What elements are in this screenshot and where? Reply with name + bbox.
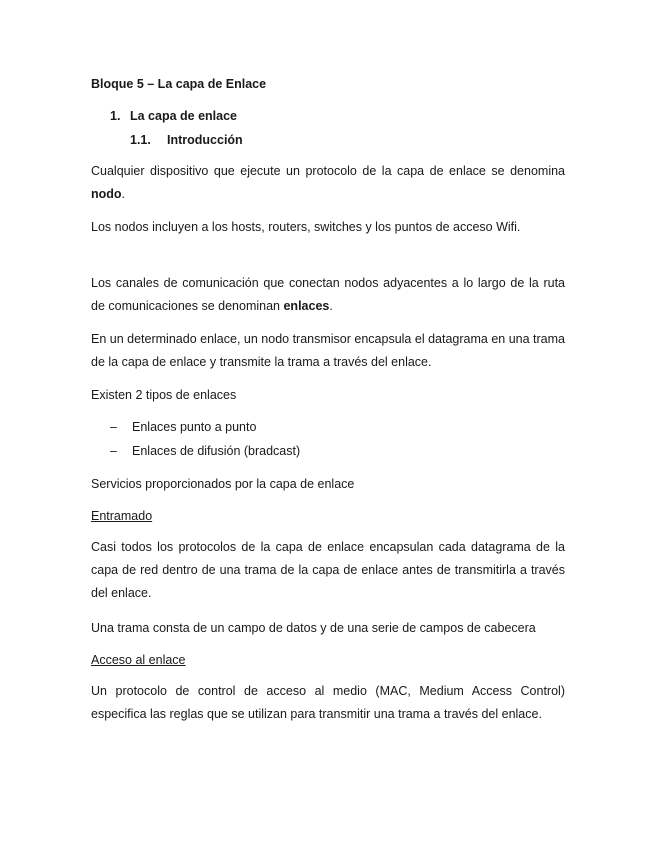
heading-1-text: La capa de enlace — [130, 109, 238, 123]
list-item-text: Enlaces de difusión (bradcast) — [132, 444, 301, 458]
paragraph-nodo-end: . — [121, 187, 126, 201]
paragraph-transmisor: En un determinado enlace, un nodo transmisor encapsula el datagrama en una trama de la capa de enlace y transmite la trama a través del enlace. — [91, 332, 565, 369]
paragraph-entramado: Casi todos los protocolos de la capa de enlace encapsulan cada datagrama de la capa de red dentro de una trama de la capa de enlace antes de transmitirla a través del enlace. — [91, 540, 565, 600]
paragraph-nodo-text: Cualquier dispositivo que ejecute un protocolo de la capa de enlace se denomina — [91, 164, 565, 178]
term-nodo: nodo — [91, 187, 122, 201]
paragraph-canales-text: Los canales de comunicación que conectan nodos adyacentes a lo largo de la ruta de comunicaciones se denominan — [91, 276, 565, 313]
subheading-entramado: Entramado — [91, 509, 153, 523]
paragraph-canales — [91, 272, 565, 318]
bullet-dash: – — [110, 444, 117, 458]
bullet-dash: – — [110, 420, 117, 434]
paragraph-tipos: Existen 2 tipos de enlaces — [91, 388, 237, 402]
paragraph-nodos: Los nodos incluyen a los hosts, routers, switches y los puntos de acceso Wifi. — [91, 220, 521, 234]
list-item — [110, 419, 256, 435]
paragraph-acceso: Un protocolo de control de acceso al medio (MAC, Medium Access Control) especifica las reglas que se utilizan para transmitir una trama a través del enlace. — [91, 684, 565, 721]
list-item — [110, 443, 300, 459]
list-item-text: Enlaces punto a punto — [132, 420, 257, 434]
paragraph-canales-end: . — [329, 299, 333, 313]
heading-2 — [130, 132, 243, 148]
paragraph-trama: Una trama consta de un campo de datos y de una serie de campos de cabecera — [91, 621, 536, 635]
heading-2-text: Introducción — [167, 133, 243, 147]
document-title: Bloque 5 – La capa de Enlace — [91, 77, 267, 91]
paragraph-nodo — [91, 160, 565, 206]
heading-2-number: 1.1. — [130, 133, 151, 147]
paragraph-servicios: Servicios proporcionados por la capa de enlace — [91, 477, 355, 491]
subheading-acceso: Acceso al enlace — [91, 653, 186, 667]
term-enlaces: enlaces — [283, 299, 330, 313]
heading-1 — [110, 108, 237, 124]
heading-1-number: 1. — [110, 109, 121, 123]
